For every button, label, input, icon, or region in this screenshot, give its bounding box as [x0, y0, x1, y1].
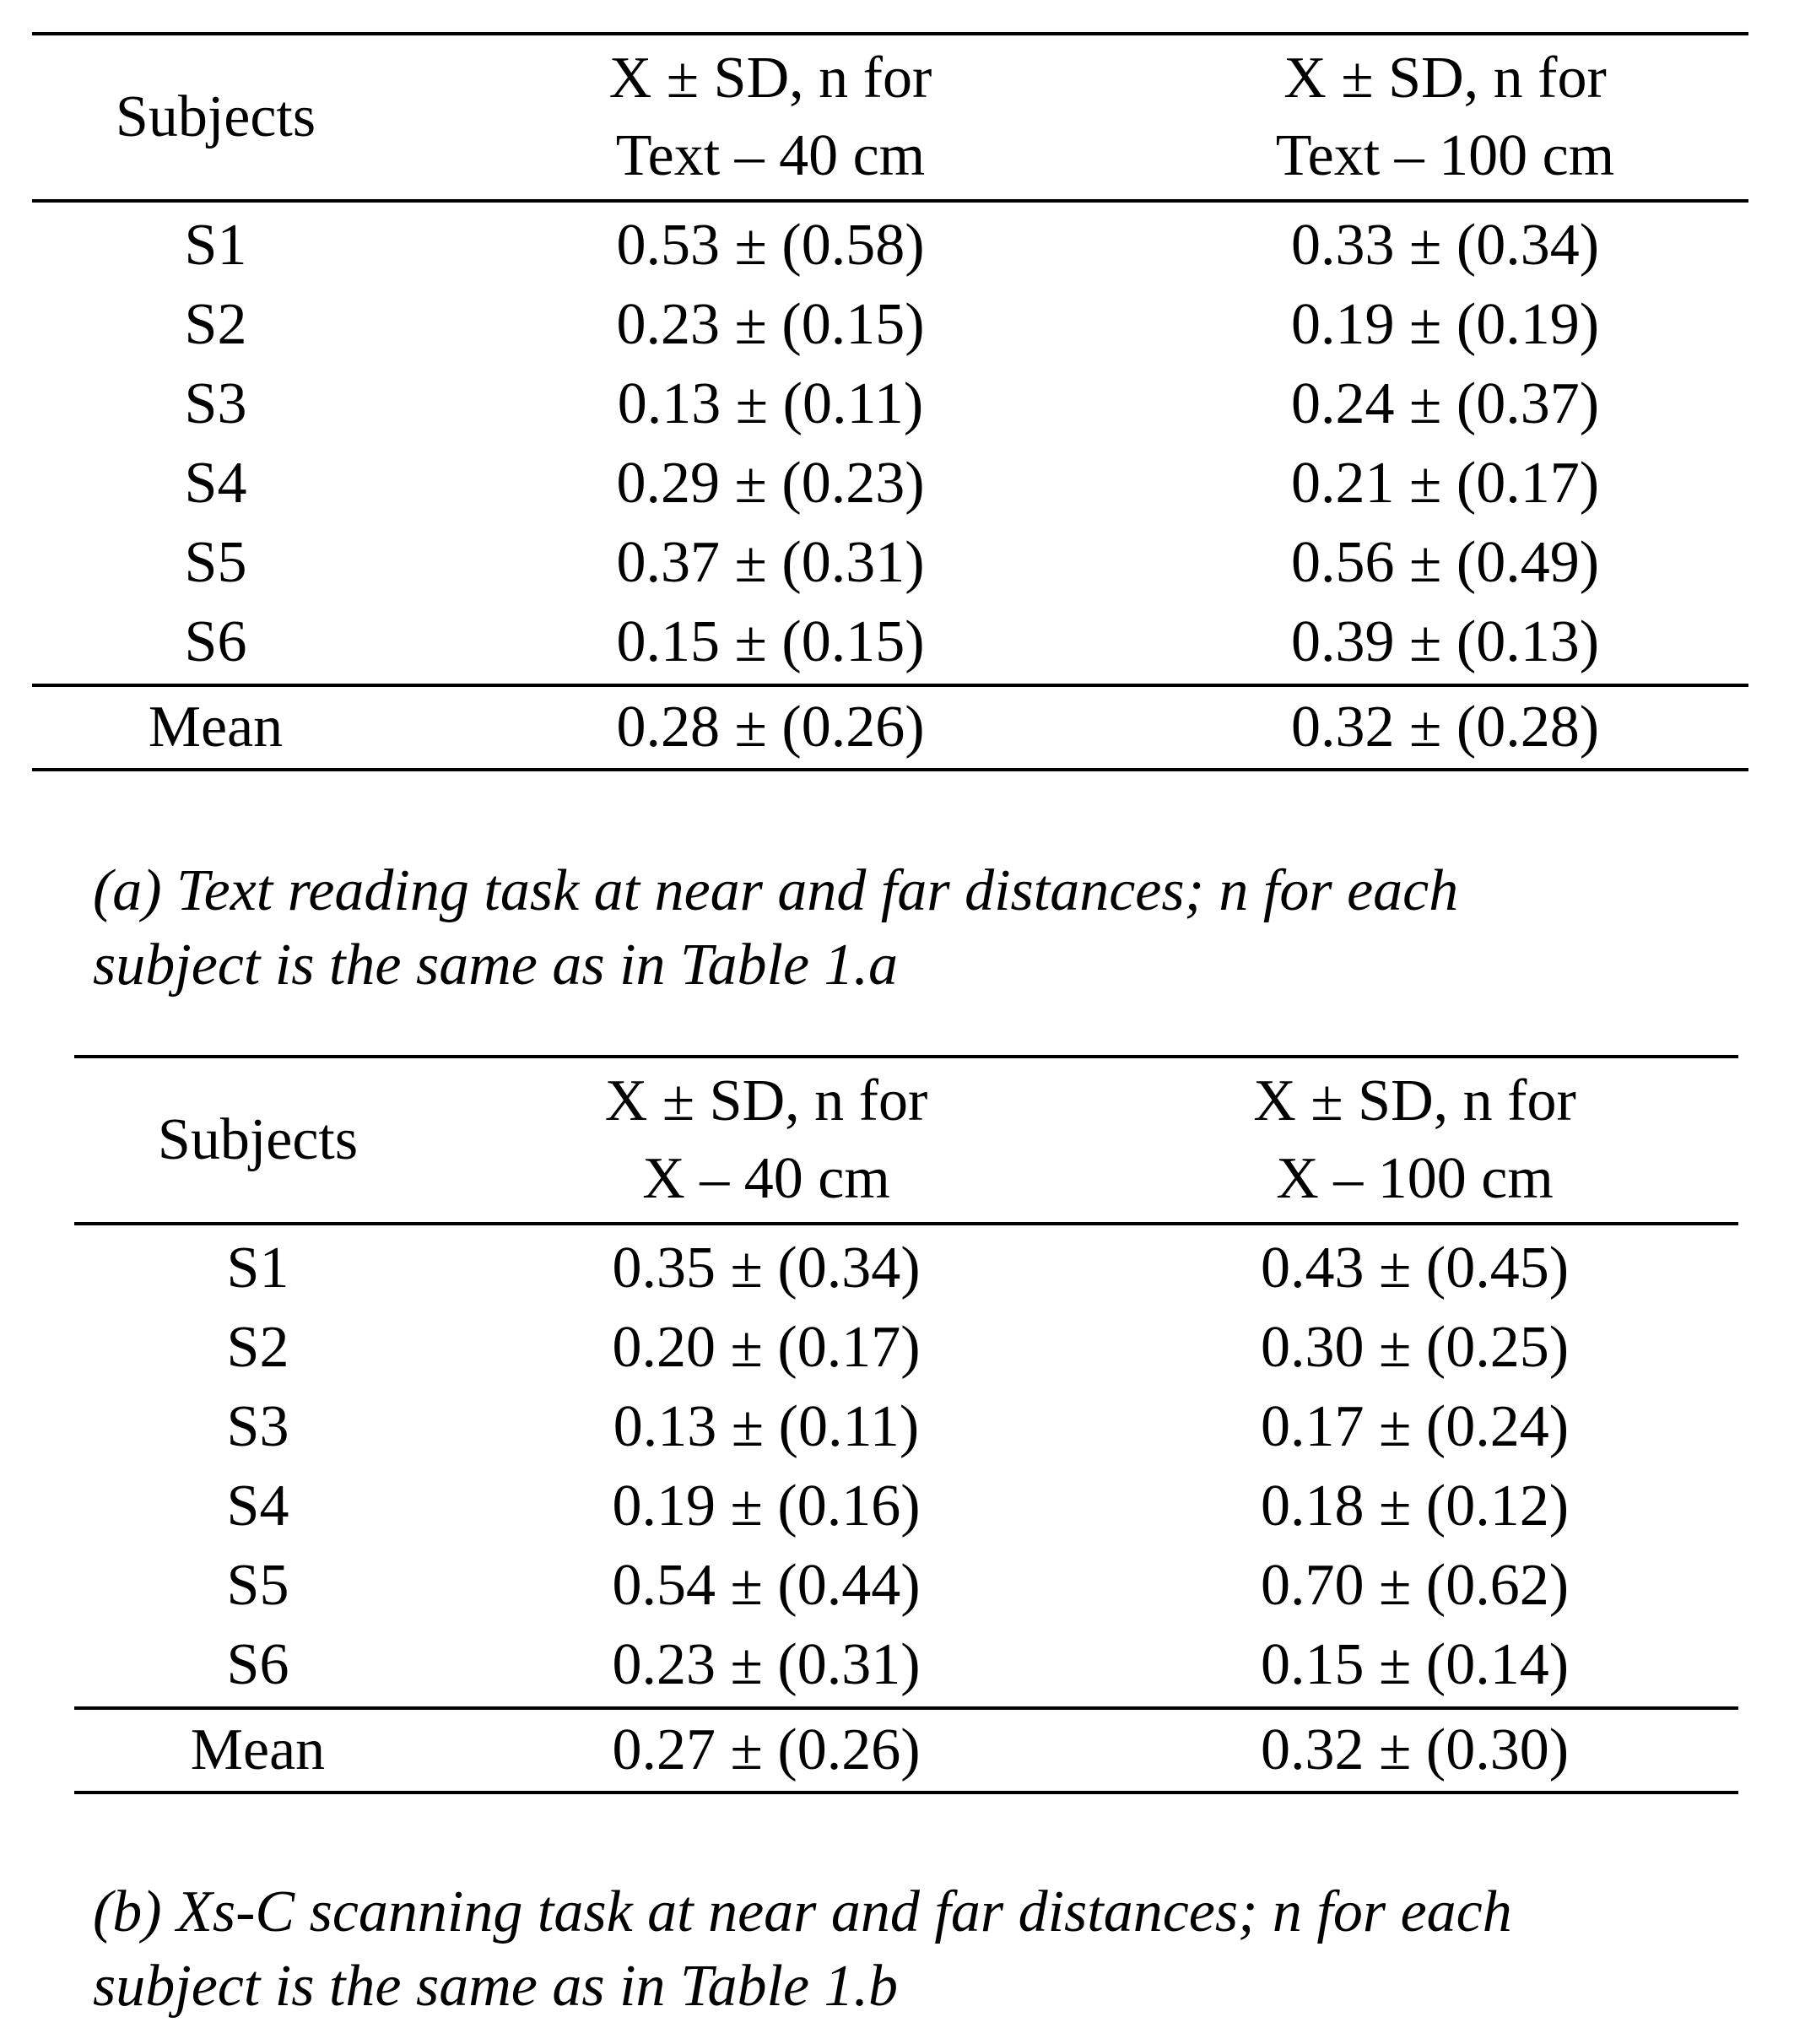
table-row: [32, 206, 1748, 285]
table-row: [74, 1387, 1738, 1467]
table-a: [32, 32, 1748, 771]
table-b-caption: [93, 1875, 1512, 2024]
far-value-cell: 0.33 ± (0.34): [1290, 213, 1600, 278]
header-far: [1091, 1063, 1738, 1218]
subject-cell: S5: [226, 1553, 289, 1618]
near-value-cell: 0.13 ± (0.11): [613, 1394, 920, 1459]
caption-line: (a) Text reading task at near and far distances; n for each: [93, 858, 1459, 923]
header-near: [399, 40, 1142, 195]
mean-near-value: 0.27 ± (0.26): [612, 1717, 921, 1782]
subject-cell: S2: [184, 292, 247, 357]
near-value-cell: 0.23 ± (0.31): [612, 1632, 921, 1697]
far-value-cell: 0.18 ± (0.12): [1260, 1474, 1570, 1538]
table-row: [32, 285, 1748, 365]
header-far-line1: X ± SD, n for: [1283, 46, 1607, 111]
header-far-line1: X ± SD, n for: [1253, 1068, 1576, 1133]
near-value-cell: 0.23 ± (0.15): [616, 292, 925, 357]
far-value-cell: 0.30 ± (0.25): [1260, 1315, 1570, 1380]
far-value-cell: 0.17 ± (0.24): [1260, 1394, 1570, 1459]
table-row: [32, 444, 1748, 523]
table-row: [74, 1229, 1738, 1308]
subject-cell: S4: [184, 451, 247, 516]
near-value-cell: 0.13 ± (0.11): [617, 371, 924, 436]
subject-cell: S1: [184, 213, 247, 278]
mean-near-value: 0.28 ± (0.26): [616, 695, 925, 760]
subject-cell: S6: [184, 609, 247, 674]
header-near-line2: Text – 40 cm: [615, 123, 926, 188]
table-row: [74, 1467, 1738, 1546]
table-body: [74, 1225, 1738, 1706]
far-value-cell: 0.43 ± (0.45): [1260, 1236, 1570, 1300]
far-value-cell: 0.15 ± (0.14): [1260, 1632, 1570, 1697]
caption-line: subject is the same as in Table 1.b: [93, 1954, 899, 2019]
far-value-cell: 0.39 ± (0.13): [1290, 609, 1600, 674]
subject-cell: S5: [184, 530, 247, 595]
caption-line: (b) Xs-C scanning task at near and far distances; n for each: [93, 1879, 1512, 1944]
table-row: [74, 1625, 1738, 1705]
far-value-cell: 0.21 ± (0.17): [1290, 451, 1600, 516]
subject-cell: S4: [226, 1474, 289, 1538]
header-far-line2: Text – 100 cm: [1275, 123, 1615, 188]
far-value-cell: 0.19 ± (0.19): [1290, 292, 1600, 357]
table-row: [32, 603, 1748, 682]
header-near-line1: X ± SD, n for: [608, 46, 932, 111]
table-row: [32, 523, 1748, 603]
table-body: [32, 203, 1748, 684]
header-near-line2: X – 40 cm: [642, 1146, 890, 1211]
far-value-cell: 0.70 ± (0.62): [1260, 1553, 1570, 1618]
mean-label: Mean: [148, 695, 284, 760]
near-value-cell: 0.19 ± (0.16): [612, 1474, 921, 1538]
subject-cell: S3: [184, 371, 247, 436]
near-value-cell: 0.54 ± (0.44): [612, 1553, 921, 1618]
caption-line: subject is the same as in Table 1.a: [93, 933, 899, 998]
far-value-cell: 0.24 ± (0.37): [1290, 371, 1600, 436]
header-far: [1142, 40, 1748, 195]
near-value-cell: 0.29 ± (0.23): [616, 451, 925, 516]
header-subjects: Subjects: [157, 1107, 359, 1172]
near-value-cell: 0.37 ± (0.31): [616, 530, 925, 595]
subject-cell: S1: [226, 1236, 289, 1300]
table-header-row: [32, 35, 1748, 203]
table-a-caption: [93, 854, 1458, 1003]
mean-far-value: 0.32 ± (0.28): [1290, 695, 1600, 760]
table-row: [74, 1308, 1738, 1387]
subject-cell: S2: [226, 1315, 289, 1380]
table-header-row: [74, 1058, 1738, 1225]
header-near-line1: X ± SD, n for: [604, 1068, 928, 1133]
header-subjects: Subjects: [115, 84, 316, 149]
table-row: [32, 365, 1748, 444]
near-value-cell: 0.53 ± (0.58): [616, 213, 925, 278]
near-value-cell: 0.15 ± (0.15): [616, 609, 925, 674]
subject-cell: S3: [226, 1394, 289, 1459]
mean-label: Mean: [190, 1717, 326, 1782]
table-row: [74, 1546, 1738, 1625]
mean-far-value: 0.32 ± (0.30): [1260, 1717, 1570, 1782]
near-value-cell: 0.35 ± (0.34): [612, 1236, 921, 1300]
mean-row: [32, 684, 1748, 768]
subject-cell: S6: [226, 1632, 289, 1697]
header-far-line2: X – 100 cm: [1276, 1146, 1554, 1211]
near-value-cell: 0.20 ± (0.17): [612, 1315, 921, 1380]
header-near: [441, 1063, 1091, 1218]
table-b: [74, 1055, 1738, 1794]
far-value-cell: 0.56 ± (0.49): [1290, 530, 1600, 595]
mean-row: [74, 1706, 1738, 1791]
